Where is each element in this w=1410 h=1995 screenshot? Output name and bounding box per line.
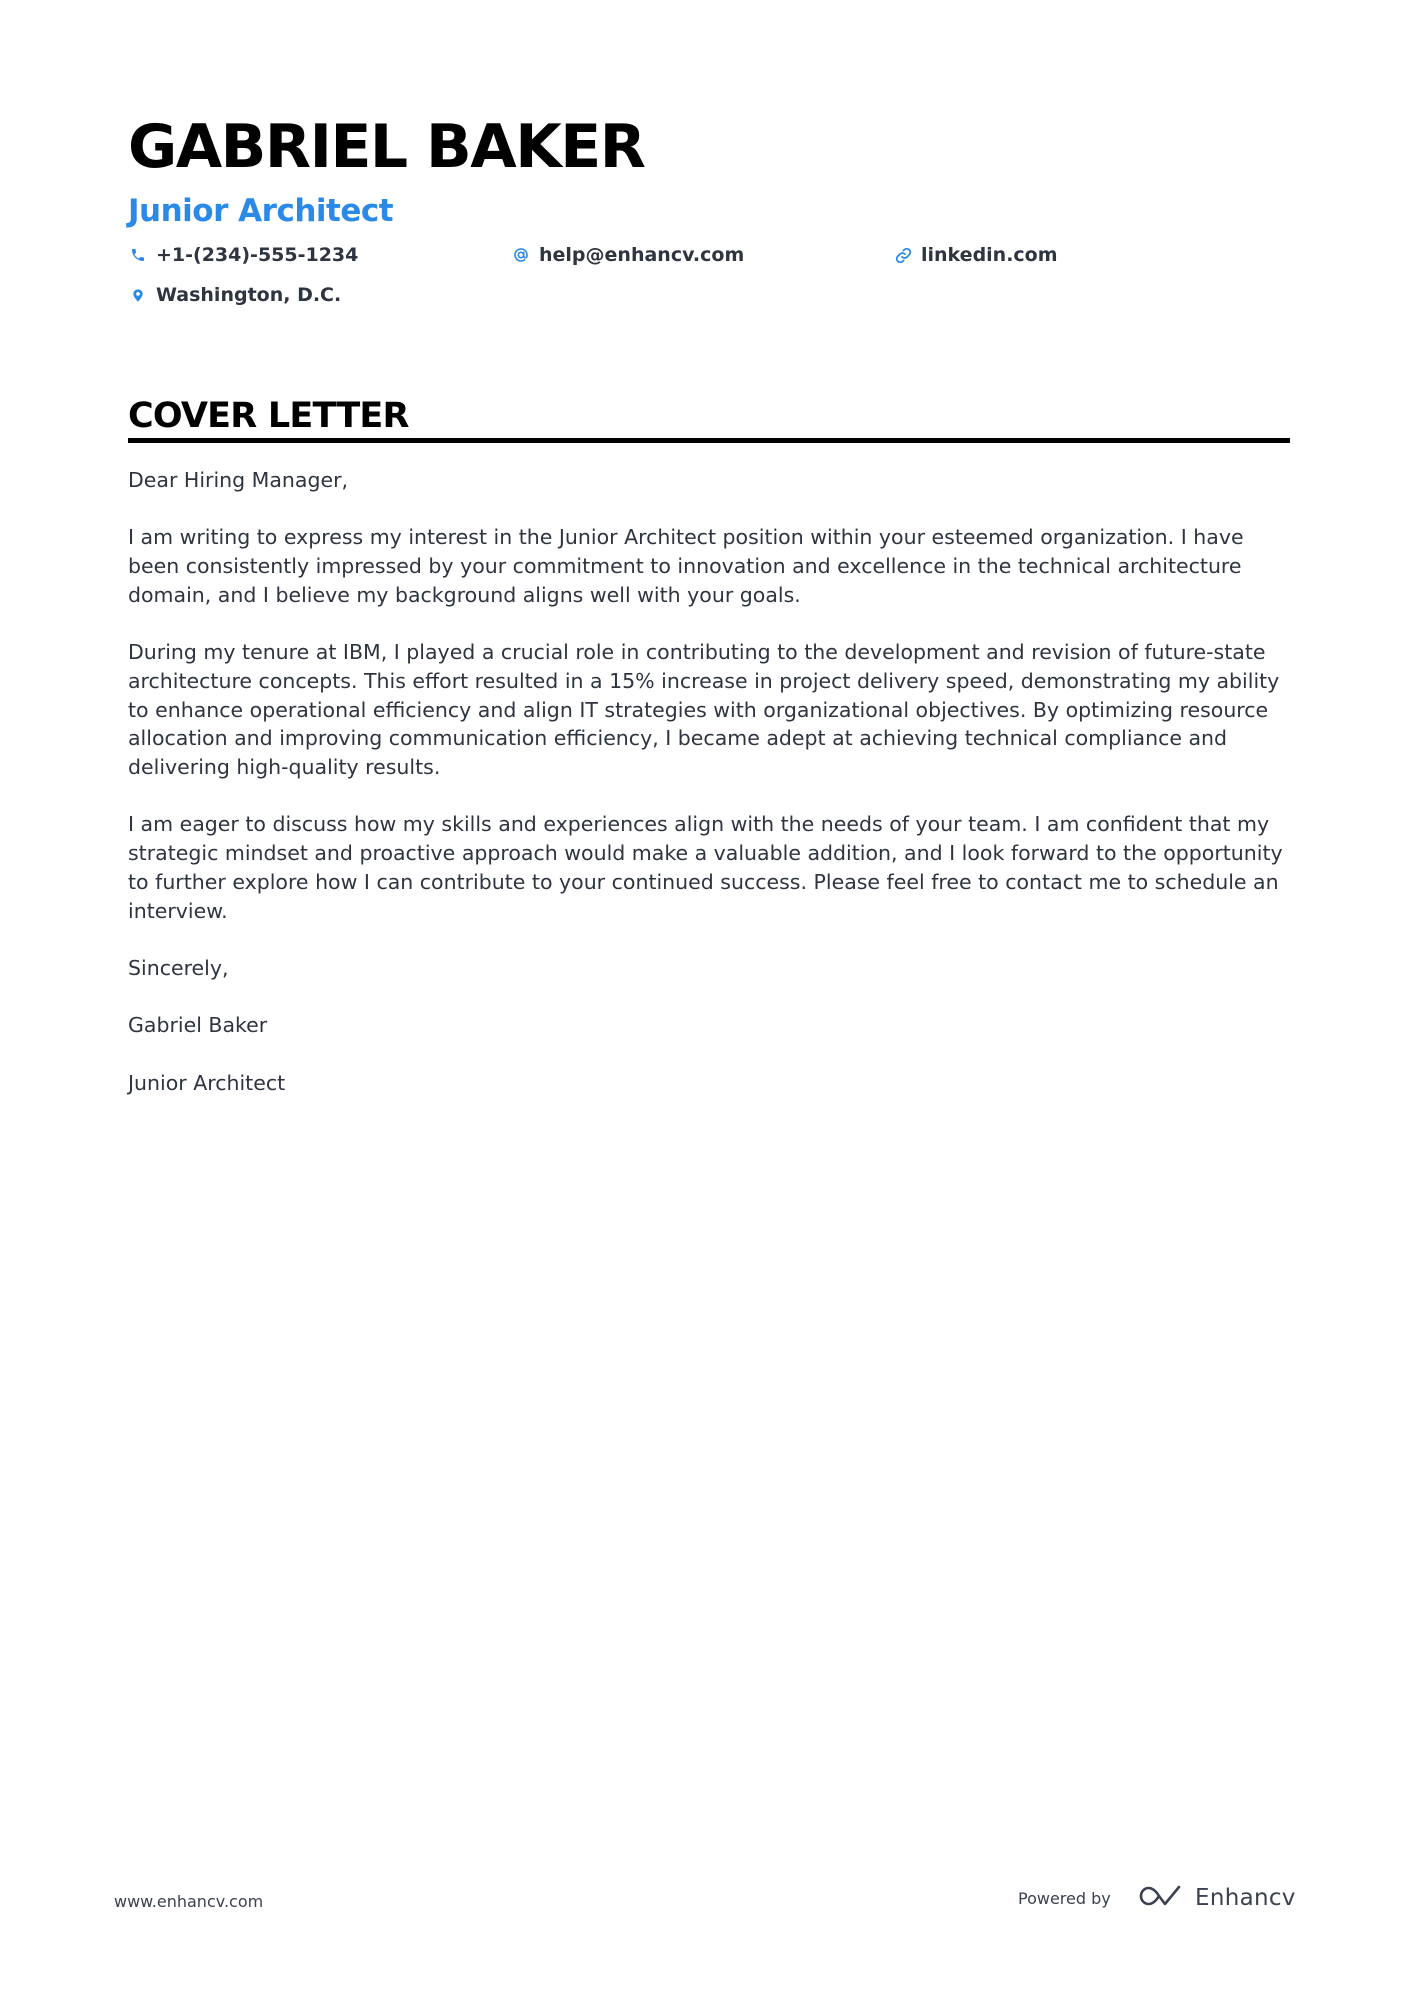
email-text: help@enhancv.com [539, 244, 745, 266]
enhancv-logo-icon [1137, 1883, 1183, 1914]
contact-linkedin[interactable] [893, 240, 1058, 270]
letter-body [128, 466, 1293, 1126]
candidate-role: Junior Architect [128, 193, 394, 229]
linkedin-text: linkedin.com [921, 244, 1058, 266]
section-divider [128, 438, 1290, 443]
at-icon [511, 245, 531, 265]
contact-phone [128, 240, 358, 270]
signature-title: Junior Architect [128, 1070, 286, 1095]
map-pin-icon [128, 285, 148, 305]
letter-greeting: Dear Hiring Manager, [128, 468, 349, 492]
footer-url[interactable]: www.enhancv.com [114, 1892, 264, 1911]
footer-powered-by: Powered by [1018, 1889, 1111, 1908]
contact-email[interactable] [511, 240, 744, 270]
footer-brand[interactable] [1137, 1880, 1296, 1916]
contact-location [128, 280, 341, 310]
phone-icon [128, 245, 148, 265]
letter-paragraph: I am writing to express my interest in the Junior Architect position within your esteemed organization. I have been consistently impressed by your commitment to innovation and excellence in the technical architecture domain, and I believe my background aligns well with your goals. [128, 525, 1244, 607]
letter-paragraph: During my tenure at IBM, I played a crucial role in contributing to the development and revision of future-state architecture concepts. This effort resulted in a 15% increase in project delivery speed, demonstrating my ability to enhance operational efficiency and align IT strategies with organizational objectives. By optimizing resource allocation and improving communication efficiency, I became adept at achieving technical compliance and delivering high-quality results. [128, 640, 1280, 779]
phone-text: +1-(234)-555-1234 [156, 244, 359, 266]
location-text: Washington, D.C. [156, 284, 342, 306]
candidate-name: GABRIEL BAKER [128, 112, 645, 182]
letter-paragraph: I am eager to discuss how my skills and experiences align with the needs of your team. I am confident that my strategic mindset and proactive approach would make a valuable addition, and I look forward to the opportunity to further explore how I can contribute to your continued success. Please feel free to contact me to schedule an interview. [128, 812, 1283, 923]
brand-name: Enhancv [1195, 1885, 1296, 1911]
link-icon [893, 245, 913, 265]
letter-closing: Sincerely, [128, 955, 229, 980]
section-title: COVER LETTER [128, 396, 409, 436]
signature-name: Gabriel Baker [128, 1013, 268, 1038]
